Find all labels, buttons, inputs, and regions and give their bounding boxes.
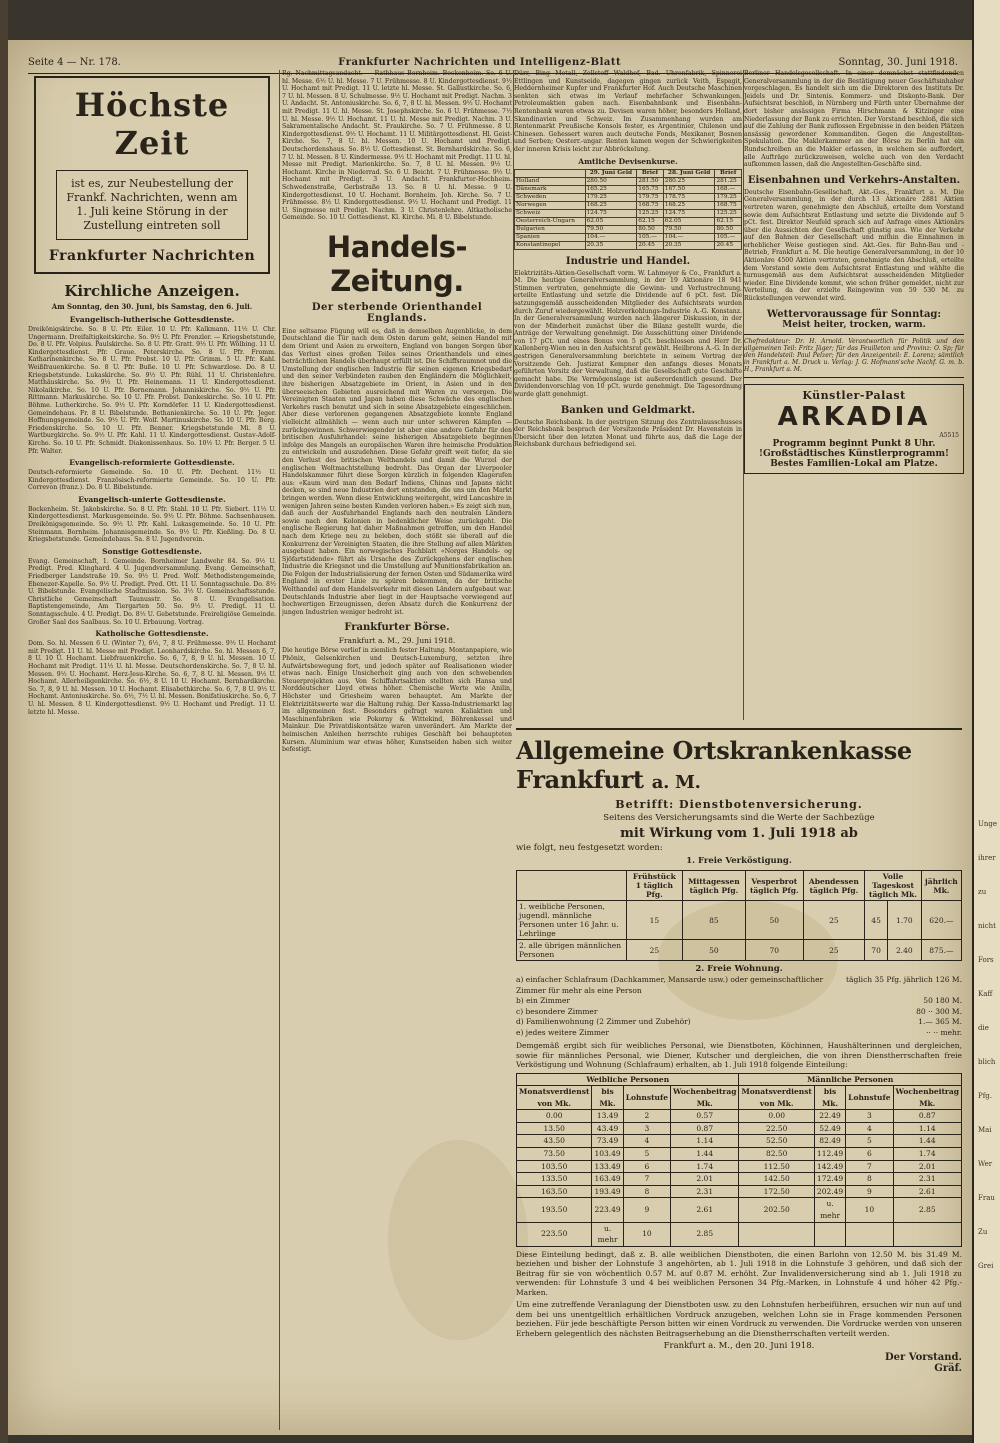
table-header: Monatsverdienst von Mk.	[517, 1086, 592, 1110]
table-cell: 80.50	[637, 225, 664, 233]
article-body: Dürr, Bing Metall, Zellstoff Waldhof, Bad. Uhrenfabrik, Spinnerei Ettlingen und Kunstseide, dagegen gingen zurück Veith, Espagit, Heddernheimer Kupfer und Frankfurter Hof. Auch Deutsche Maschinen senkten sich etwas im Verlauf mehrfacher Schwankungen. Petroleumaktien gaben nach. Eisenbahnbank und Eisenbahn-Rentenbank waren etwas zu. Devisen waren höher, besonders Holland, Skandinavien und Schweiz. Im Zusammenhang wurden am Rentenmarkt Preußische Konsols fester, es Argentinier, Chilenen und Chinesen. Gehessert waren auch deutsche Fonds, Mexikaner, Bosnen und Serben; Oesterr.-ungar. Renten kamen wegen der Schwierigkeiten der inneren Krisis leicht zur Abbröckelung.	[514, 70, 742, 153]
table-cell: u. mehr	[592, 1222, 623, 1246]
table-cell: 70	[865, 940, 888, 961]
table-row	[517, 1122, 962, 1135]
table-cell: 1. weibliche Personen, jugendl. männliche Personen unter 16 Jahr. u. Lehrlinge	[517, 901, 627, 940]
list-item-value: 80 ·· 300 M.	[916, 1006, 962, 1016]
table-cell: Dänemark	[515, 185, 586, 193]
section-heading: Evangelisch-unierte Gottesdienste.	[78, 494, 226, 504]
table-cell: 62.05	[663, 217, 715, 225]
table-cell	[846, 1222, 893, 1246]
article-body: Deutsche Reichsbank. In der gestrigen Sitzung des Zentralausschusses der Reichsbank besprach der Vorsitzende Präsident Dr. Havenstein in Übersicht über den letzten Monat und führte aus, daß die Lage der Reichsbank durchaus befriedigend sei.	[514, 418, 742, 449]
edge-fragment: Unge	[978, 820, 998, 828]
table-row	[515, 177, 742, 185]
table-cell: 167.50	[663, 185, 715, 193]
okk-announcement	[516, 728, 962, 1428]
table-cell: 62.15	[637, 217, 664, 225]
table-cell: Bulgarien	[515, 225, 586, 233]
table-cell: 103.50	[517, 1160, 592, 1173]
table-cell: 62.05	[585, 217, 637, 225]
article-body: Berliner Handelsgesellschaft. In einer demnächst stattfindenden Generalversammlung in der die Bestätigung neuer Geschäftsinhaber vorgeschlagen. Es handelt sich um die Direktoren des Instituts Dr. Jeidels und Dr. Sintenis. Kommerz- und Diskonto-Bank. Der Aufsichtsrat beschloß, in Nürnberg und Fürth unter Übernahme der dort bisher ansässigen Firma Hirschmann & Kitzinger eine Niederlassung der Bank zu errichten. Der Vorstand beschloß, die sich auf die Zahlung der Bank zuflossen Ergebnisse in den beiden Plätzen ansässig gewordener Kommanditen. Gegen die Angestellten-Spekulation. Die Maklerkammer an der Börse zu Berlin hat ein Rundschreiben an die Makler erlassen, in welchem sie auffordert, alle Aufträge zurückzuweisen, welche auch von den Verdacht aufkommen lassen, daß die Angestellten-Geschäfte sind.	[744, 70, 964, 169]
table-cell: 20.45	[637, 241, 664, 249]
table-cell: Spanien	[515, 233, 586, 241]
table-header: Frühstück 1 täglich Pfg.	[627, 871, 683, 901]
okk-signature-name: Gräf.	[934, 1363, 962, 1375]
table-cell: 6	[846, 1148, 893, 1161]
table-cell: 20.35	[585, 241, 637, 249]
table-row	[515, 185, 742, 193]
table-row	[515, 193, 742, 201]
table-cell: 15	[627, 901, 683, 940]
table-cell: 165.75	[637, 185, 664, 193]
table-cell: 13.49	[592, 1110, 623, 1123]
industrie-title: Industrie und Handel.	[565, 255, 691, 267]
table-cell: Schweden	[515, 193, 586, 201]
table-cell: 7	[623, 1173, 670, 1186]
group-header: Weibliche Personen	[517, 1073, 739, 1086]
table-cell: 1.14	[893, 1122, 962, 1135]
arkadia-name: ARKADIA	[777, 401, 931, 432]
okk-title	[516, 728, 962, 794]
table-cell: 85	[682, 901, 745, 940]
table-cell: 9	[623, 1198, 670, 1222]
table-cell: 2.31	[671, 1185, 739, 1198]
binding-edge	[0, 0, 8, 1443]
okk-betrifft: Betrifft: Dienstbotenversicherung.	[615, 798, 863, 811]
table-cell: 202.50	[739, 1198, 814, 1222]
table-row	[515, 217, 742, 225]
table-cell: 281.50	[637, 177, 664, 185]
table-cell: 80.50	[715, 225, 742, 233]
group-header: Männliche Personen	[739, 1073, 962, 1086]
wetter-value: Meist heiter, trocken, warm.	[782, 319, 926, 330]
table-cell: 45	[865, 901, 888, 940]
impressum: Chefredakteur: Dr. H. Arnold. Verantwortlich für Politik und den allgemeinen Teil: Fritz Jäger; für das Feuilleton und Provinz: O. Sp; für den Handelsteil: Paul Pelzer; für den Anzeigenteil: E. Lorenz; sämtlich in Frankfurt a. M. Druck u. Verlag: J. G. Hofmann'sche Nachf. G. m. b. H., Frankfurt a. M.	[744, 334, 964, 378]
table-cell: 2.40	[887, 940, 921, 961]
arkadia-kicker: Künstler-Palast	[802, 388, 906, 402]
scan-background	[0, 0, 1000, 42]
table-cell: 2.01	[893, 1160, 962, 1173]
table-header: Brief	[715, 169, 742, 177]
table-cell: 13.50	[517, 1122, 592, 1135]
table-cell: 2. alle übrigen männlichen Personen	[517, 940, 627, 961]
edge-fragment: Wer	[978, 1160, 993, 1168]
table-cell	[893, 1222, 962, 1246]
handelszeitung-title: Handels-Zeitung.	[326, 229, 468, 298]
edge-fragment: Zu	[978, 1228, 988, 1236]
table-cell: 5	[846, 1135, 893, 1148]
lohnstufen-table	[516, 1073, 962, 1247]
table-cell: 7	[846, 1160, 893, 1173]
list-item-label: a) einfacher Schlafraum (Dachkammer, Mansarde usw.) oder gemeinschaftlicher Zimmer für mehr als eine Person	[516, 975, 824, 995]
table-cell: 280.50	[585, 177, 637, 185]
table-cell	[739, 1222, 814, 1246]
table-cell: Oesterreich-Ungarn	[515, 217, 586, 225]
table-cell: 168.75	[637, 201, 664, 209]
edge-fragment: die	[978, 1024, 989, 1032]
table-cell: 104.—	[663, 233, 715, 241]
devisen-title: Amtliche Devisenkurse.	[578, 156, 678, 166]
ad-arkadia	[744, 384, 964, 474]
next-page-edge	[972, 0, 1000, 1443]
table-cell: 8	[846, 1173, 893, 1186]
column-rule	[279, 70, 280, 1430]
okk-line: wie folgt, neu festgesetzt worden:	[516, 843, 663, 853]
table-cell: Norwegen	[515, 201, 586, 209]
kirchliche-subtitle: Am Sonntag, den 30. Juni, bis Samstag, den 6. Juli.	[51, 302, 253, 311]
arkadia-line: Bestes Familien-Lokal am Platze.	[770, 458, 938, 469]
table-cell: 193.50	[517, 1198, 592, 1222]
table-cell: 2.61	[893, 1185, 962, 1198]
list-item	[516, 996, 962, 1007]
table-cell: 2.31	[893, 1173, 962, 1186]
table-cell: 133.50	[517, 1173, 592, 1186]
table-cell: 3	[846, 1110, 893, 1123]
table-cell: 193.49	[592, 1185, 623, 1198]
table-cell: 165.25	[585, 185, 637, 193]
table-cell: 172.49	[814, 1173, 845, 1186]
table-cell: 0.00	[517, 1110, 592, 1123]
okk-signature: Der Vorstand.	[884, 1352, 962, 1364]
table-header: Lohnstufe	[846, 1086, 893, 1110]
table-cell: 10	[623, 1222, 670, 1246]
table-cell: 163.49	[592, 1173, 623, 1186]
table-cell: 22.49	[814, 1110, 845, 1123]
table-cell: 104.—	[585, 233, 637, 241]
church-listing-continued: Rg. Nachmittagsandacht. — Rathhaus Bornheim. Bockenheim. So. 6 U. hl. Messe. 6½ U. hl. Messe. 7 U. Frühmesse. 8 U. Kindergottesdienst. 9½ U. Hochamt mit Predigt. 11 U. letzte hl. Messe. St. Gallustkirche. So. 6, 7 U. hl. Messen. 8 U. Schulmesse. 9½ U. Hochamt mit Predigt. Nachm. 3 U. Andacht. St. Antoniuskirche. So. 6, 7, 8 U. hl. Messen. 9½ U. Hochamt mit Predigt. 11 U. hl. Messe. St. Josephskirche. So. 6 U. Frühmesse. 7½ U. hl. Messe. 9½ U. Hochamt. 11 U. hl. Messe mit Predigt. Nachm. 3 U. Sakramentalische Andacht. St. Fraukirche. So. 7 U. Frühmesse. 8 U. Kindergottesdienst. 9½ U. Hochamt. 11 U. Militärgottesdienst. Hl. Geist-Kirche. So. 7, 8 U. hl. Messen. 10 U. Hochamt und Predigt. Deutschordenshaus. So. 8½ U. Gottesdienst. St. Bernhardskirche. So. 6, 7 U. hl. Messen. 8 U. Kindermesse. 9½ U. Hochamt mit Predigt. 11 U. hl. Messe mit Predigt. Marienkirche. So. 7, 8 U. hl. Messen. 9½ U. Hochamt. Kirche in Niederrad. So. 6 U. Beicht. 7 U. Frühmesse. 9½ U. Hochamt mit Predigt. 3 U. Andacht. Frankfurter-Hochheim. Schwedenstraße, Gerbstraße 13. So. 8 U. hl. Messe. 9 U. Kindergottesdienst. 10 U. Hochamt. Bornheim. Joh. Kirche. So. 7 U. Frühmesse. 8½ U. Kindergottesdienst. 9½ U. Hochamt und Predigt. 11 U. Singmesse mit Predigt. Nachm. 3 U. Christenlehre. Altkatholische Gemeinde. So. 10 U. Gottesdienst. Kl. Kirche. Mi. 8 U. Bibelstunde.	[282, 70, 512, 222]
table-header: Mittagessen täglich Pfg.	[682, 871, 745, 901]
table-cell: 168.75	[715, 201, 742, 209]
table-cell: 70	[746, 940, 803, 961]
church-listing: Bockenheim. St. Jakobskirche. So. 8 U. Pfr. Stahl. 10 U. Pfr. Siebert. 11½ U. Kindergottesdienst. Markusgemeinde. So. 9½ U. Pfr. Böhme. Sachsenhausen. Dreikönigsgemeinde. So. 9½ U. Pfr. Kahl. Lukasgemeinde. So. 10 U. Pfr. Steinmann. Bornheim. Johannisgemeinde. So. 9½ U. Pfr. Kießling. Do. 8 U. Kriegsbetstunde. Gemeindehaus. Sa. 8 U. Jugendverein.	[28, 505, 276, 544]
edge-fragment: Frau	[978, 1194, 995, 1202]
table-cell: 62.15	[715, 217, 742, 225]
table-cell: 6	[623, 1160, 670, 1173]
column-3	[514, 70, 742, 725]
boerse-dateline: Frankfurt a. M., 29. Juni 1918.	[338, 636, 456, 646]
list-item-value: ·· ·· mehr.	[926, 1027, 962, 1037]
table-cell: 1.74	[893, 1148, 962, 1161]
edge-fragment: Grei	[978, 1262, 994, 1270]
section-heading: Evangelisch-reformierte Gottesdienste.	[69, 458, 235, 468]
table-cell: 875.—	[921, 940, 961, 961]
section-heading: Sonstige Gottesdienste.	[102, 546, 202, 556]
table-cell: 2.61	[671, 1198, 739, 1222]
table-header: bis Mk.	[814, 1086, 845, 1110]
table-row	[517, 940, 962, 961]
table-cell: 82.49	[814, 1135, 845, 1148]
table-header: Lohnstufe	[623, 1086, 670, 1110]
table-header: Wochenbeitrag Mk.	[893, 1086, 962, 1110]
table-cell: 79.50	[663, 225, 715, 233]
okk-title-main: Allgemeine Ortskrankenkasse Frankfurt	[516, 736, 912, 794]
edge-fragment: Mai	[978, 1126, 992, 1134]
banken-title: Banken und Geldmarkt.	[560, 404, 696, 416]
table-row	[517, 1222, 962, 1246]
table-cell: 73.50	[517, 1148, 592, 1161]
list-item-value: 50 180 M.	[923, 996, 962, 1005]
table-cell: 163.50	[517, 1185, 592, 1198]
list-item-label: c) besondere Zimmer	[516, 1006, 598, 1016]
table-cell	[814, 1222, 845, 1246]
table-row	[517, 1135, 962, 1148]
okk-section: 1. Freie Verköstigung.	[686, 856, 792, 866]
table-cell: 0.00	[739, 1110, 814, 1123]
table-cell: Holland	[515, 177, 586, 185]
table-cell: 5	[623, 1148, 670, 1161]
table-cell: 9	[846, 1185, 893, 1198]
table-header: Wochenbeitrag Mk.	[671, 1086, 739, 1110]
table-row	[517, 1198, 962, 1222]
okk-dateline: Frankfurt a. M., den 20. Juni 1918.	[663, 1341, 815, 1352]
edge-fragment: Pfg.	[978, 1092, 993, 1100]
table-cell: 124.75	[663, 209, 715, 217]
table-header	[515, 169, 586, 177]
table-cell: 168.25	[585, 201, 637, 209]
table-cell: 43.50	[517, 1135, 592, 1148]
column-4	[744, 70, 964, 725]
table-cell: 112.50	[739, 1160, 814, 1173]
table-cell: 22.50	[739, 1122, 814, 1135]
table-cell: 4	[623, 1135, 670, 1148]
table-header	[517, 871, 627, 901]
article-body: Deutsche Eisenbahn-Gesellschaft, Akt.-Ges., Frankfurt a. M. Die Generalversammlung, in der durch 13 Aktionäre 2881 Aktien vertreten waren, genehmigte den Abschluß, erteilte dem Vorstand sowie dem Aufsichtsrat Entlastung und setzte die Dividende auf 5 pCt. fest. Direktor Neufeld sprach sich auf Anfrage eines Aktionärs über die Aussichten der Gesellschaft günstig aus. Wie der Verkehr auf den Bahnen der Gesellschaft und mithin die Einnahmen in erheblicher Weise gestiegen sind. Akt.-Ges. für Bahn-Bau und -Betrieb, Frankfurt a. M. Die heutige Generalversammlung, in der 10 Aktionäre 4500 Aktien vertraten, genehmigte den Abschluß, erteilte dem Vorstand sowie dem Aufsichtsrat Entlastung und wählte die turnusgemäß aus dem Aufsichtsrat ausscheidenden Mitglieder wieder. Eine Dividende kommt, wie schon früher gemeldet, nicht zur Verteilung, da der erzielte Reingewinn von 59 530 M. zu Rückstellungen verwendet wird.	[744, 188, 964, 303]
table-cell: 0.87	[671, 1122, 739, 1135]
section-heading: Evangelisch-lutherische Gottesdienste.	[69, 315, 235, 324]
table-cell: 2	[623, 1110, 670, 1123]
wetter-title: Wettervoraussage für Sonntag:	[766, 308, 942, 320]
edge-fragment: zu	[978, 888, 987, 896]
table-header: Vesperbrot täglich Pfg.	[746, 871, 803, 901]
okk-line: Seitens des Versicherungsamts sind die Werte der Sachbezüge	[603, 813, 875, 823]
ad-hoechste-zeit	[34, 76, 270, 274]
edge-fragment: nicht	[978, 922, 996, 930]
table-cell: 124.75	[585, 209, 637, 217]
table-cell: 25	[627, 940, 683, 961]
table-cell: 50	[746, 901, 803, 940]
table-row	[515, 225, 742, 233]
table-cell: u. mehr	[814, 1198, 845, 1222]
table-cell: 223.50	[517, 1222, 592, 1246]
table-row	[517, 1110, 962, 1123]
church-listing: Evang. Gemeinschaft, 1. Gemeinde. Bornheimer Landwehr 84. So. 9½ U. Predigt. Pred. Klinghard. 4 U. Jugendversammlung. Evang. Gemeinschaft, Friedberger Landstraße 19. So. 9½ U. Pred. Wolf. Methodistengemeinde, Ebenezer-Kapelle. So. 9½ U. Predigt. Pred. Ott. 11 U. Sonntagsschule. Do. 8½ U. Bibelstunde. Evangelische Stadtmission. So. 3½ U. Gemeinschaftsstunde. Christliche Gemeinschaft Taunusstr. So. 8 U. Evangelisation. Baptistengemeinde, Am Tiergarten 50. So. 9½ U. Predigt. 11 U. Sonntagsschule. 4 U. Predigt. Do. 8½ U. Gebetstunde. Freireligiöse Gemeinde. Großer Saal des Saalbaus. So. 10 U. Erbauung. Vortrag.	[28, 557, 276, 626]
table-header: Monatsverdienst von Mk.	[739, 1086, 814, 1110]
wohnung-list	[516, 975, 962, 1038]
list-item	[516, 975, 962, 996]
list-item-value: 1.— 365 M.	[918, 1017, 962, 1026]
table-cell: 125.25	[715, 209, 742, 217]
table-row	[517, 1173, 962, 1186]
eisenbahn-title: Eisenbahnen und Verkehrs-Anstalten.	[747, 174, 961, 186]
list-item-label: e) jedes weitere Zimmer	[516, 1027, 609, 1037]
table-cell: 142.50	[739, 1173, 814, 1186]
table-cell: 82.50	[739, 1148, 814, 1161]
table-header: Volle Tageskost täglich Mk.	[865, 871, 922, 901]
column-2	[282, 70, 512, 754]
list-item-label: b) ein Zimmer	[516, 996, 571, 1005]
table-cell: 52.50	[739, 1135, 814, 1148]
table-cell: 2.85	[671, 1222, 739, 1246]
table-cell: 1.44	[893, 1135, 962, 1148]
table-cell: 10	[846, 1198, 893, 1222]
table-cell: 178.75	[663, 193, 715, 201]
devisen-table	[514, 169, 742, 250]
table-cell: 4	[846, 1122, 893, 1135]
edge-fragment: ihrer	[978, 854, 996, 862]
table-cell: 2.01	[671, 1173, 739, 1186]
table-cell: 20.35	[663, 241, 715, 249]
list-item	[516, 1007, 962, 1018]
table-row	[517, 1160, 962, 1173]
section-heading: Katholische Gottesdienste.	[95, 629, 209, 639]
running-head-right: Sonntag, 30. Juni 1918.	[838, 57, 958, 68]
list-item	[516, 1028, 962, 1039]
table-row	[517, 1148, 962, 1161]
column-1	[28, 70, 276, 716]
table-cell: Konstantinopel	[515, 241, 586, 249]
table-cell: 133.49	[592, 1160, 623, 1173]
verkoestigung-table	[516, 870, 962, 961]
table-cell: 172.50	[739, 1185, 814, 1198]
arkadia-code: A5515	[939, 431, 959, 439]
edge-fragment: Fors	[978, 956, 994, 964]
table-cell: 73.49	[592, 1135, 623, 1148]
table-cell: 103.49	[592, 1148, 623, 1161]
ad-footer: Frankfurter Nachrichten	[48, 248, 256, 264]
okk-paragraph: Demgemäß ergibt sich für weibliches Personal, wie Dienstboten, Köchinnen, Haushälterinnen und dergleichen, sowie für männliches Personal, wie Diener, Kutscher und dergleichen, die von ihren Dienstherrschaften freie Verköstigung und Wohnung (Schlafraum) erhalten, ab 1. Juli 1918 folgende Einteilung:	[516, 1041, 962, 1069]
table-cell: 168.25	[663, 201, 715, 209]
table-header: 28. Juni Geld	[663, 169, 715, 177]
table-cell: 105.—	[715, 233, 742, 241]
table-cell: 1.14	[671, 1135, 739, 1148]
table-cell: 142.49	[814, 1160, 845, 1173]
table-cell: 1.74	[671, 1160, 739, 1173]
running-head-center: Frankfurter Nachrichten und Intelligenz-Blatt	[338, 57, 622, 68]
okk-paragraph: Diese Einteilung bedingt, daß z. B. alle weiblichen Dienstboten, die einen Barlohn von 12.50 M. bis 31.49 M. beziehen und bisher der Lohnstufe 3 angehörten, ab 1. Juli 1918 in die Lohnstufe 3 gehören, und daß sich der Beitrag für sie von wöchentlich 0.57 M. auf 0.87 M. erhöht. Zur Invalidenversicherung sind ab 1. Juli 1918 zu verwenden: für Lohnstufe 3 und 4 bei weiblichen Personen 34 Pfg.-Marken, in Lohnstufe 4 und höher 42 Pfg.-Marken.	[516, 1249, 962, 1297]
okk-paragraph: Um eine zutreffende Veranlagung der Dienstboten usw. zu den Lohnstufen herbeiführen, ersuchen wir nun auf und dem bei uns unentgeltlich erhältlichen Vordruck anzugeben, welchen Lohn sie in Frage kommenden Personen beziehen. Für jede beschäftigte Person bitten wir einen Vordruck zu verwenden. Die Vordrucke werden von unseren Erhebern gelegentlich des nächsten Beitragserhebung an die Dienstherrschaften verteilt werden.	[516, 1300, 962, 1338]
paper-stain	[388, 1140, 528, 1340]
church-listing: Dreikönigskirche. So. 8 U. Pfr. Eiler. 10 U. Pfr. Kalkmann. 11½ U. Chr. Ungermann. Dreifaltigkeitskirche. So. 9½ U. Pfr. Frenzler. — Kriegsbetstunde, Do. 8 U. Pfr. Volpius. Paulskirche. So. 8 U. Pfr. Gratt. 9½ U. Pfr. Wölbing. 11 U. Kindergottesdienst. Pfr. Graue. Peterskirche. So. 8 U. Pfr. Fromm. Katharinenkirche. So. 8 U. Pfr. Probst. 10 U. Pfr. Grimm. 5 U. Pfr. Kahl. Weißfrauenkirche. So. 8 U. Pfr. Buße. 10 U. Pfr. Schwarzlose. Do. 8 U. Kriegsbetstunde. Lukaskirche. So. 9½ U. Pfr. Rühl. 11 U. Christenlehre. Matthäuskirche. So. 9½ U. Pfr. Heinemann. 11 U. Kindergottesdienst. Nikolaikirche. So. 10 U. Pfr. Bornemann. Johanniskirche. So. 9½ U. Pfr. Rittmann. Markuskirche. So. 10 U. Pfr. Probst. Dankeskirche. So. 10 U. Pfr. Böhme. Lutherkirche. So. 9½ U. Pfr. Korndörfer. 11 U. Kindergottesdienst. Gemeindehaus. Fr. 8 U. Bibelstunde. Bethanienkirche. So. 10 U. Pfr. Jeger. Hoffnungsgemeinde. So. 9½ U. Pfr. Wolf. Martinuskirche. So. 10 U. Pfr. Berg. Friedenskirche. So. 10 U. Pfr. Benner. Kriegsbetstunde Mi. 8 U. Wartburgkirche. So. 9½ U. Pfr. Kahl. 11 U. Kindergottesdienst. Gustav-Adolf-Kirche. So. 10 U. Pfr. Schmidt. Diakonissenhaus. So. 10½ U. Pfr. Berger. 5 U. Pfr. Walter.	[28, 326, 276, 455]
list-item	[516, 1017, 962, 1028]
table-cell: 25	[803, 940, 865, 961]
table-header: jährlich Mk.	[921, 871, 961, 901]
table-cell: 0.87	[893, 1110, 962, 1123]
table-cell: 79.50	[585, 225, 637, 233]
running-head-left: Seite 4 — Nr. 178.	[28, 57, 121, 68]
list-item-value: täglich 35 Pfg. jährlich 126 M.	[845, 975, 962, 984]
table-cell: 1.70	[887, 901, 921, 940]
table-header: Brief	[637, 169, 664, 177]
table-cell: 112.49	[814, 1148, 845, 1161]
table-cell: 105.—	[637, 233, 664, 241]
table-cell: Schweiz	[515, 209, 586, 217]
article-body: Elektrizitäts-Aktien-Gesellschaft vorm. W. Lahmeyer & Co., Frankfurt a. M. Die heutige Generalversammlung, in der 19 Aktionäre 18 941 Stimmen vertraten, genehmigte die Gewinn- und Verlustrechnung, erteilte Entlastung und setzte die Dividende auf 6 pCt. fest. Die satzungsgemäß ausscheidenden Mitglieder des Aufsichtsrats wurden durch Zuruf wiedergewählt. Holzverkohlungs-Industrie A.-G. Konstanz. In der Generalversammlung wurden nach längerer Diskussion, in der von der Minderheit zunächst über die Bilanz gestellt wurde, die Anträge der Verwaltung genehmigt. Die Ausschüttung einer Dividende von 17 pCt. und eines Bonus von 5 pCt. beschlossen und Herr Dr. Kallenberg-Wien neu in den Aufsichtsrat gewählt. Heilbrons A.-G. In der gestrigen Generalversammlung berichtete in seinem Vortrag der Vorsitzende Geh. Justizrat Kempner den anfangs dieses Monats geführten Vorsitz der Verwaltung, daß die Gesellschaft gute Geschäfte gemacht habe. Die Vermögenslage ist außerordentlich gesund. Der Dividendenvorschlag von 10 pCt. wurde genehmigt. Die Tagesordnung wurde glatt genehmigt.	[514, 269, 742, 399]
table-cell: 43.49	[592, 1122, 623, 1135]
table-cell: 52.49	[814, 1122, 845, 1135]
table-cell: 281.25	[715, 177, 742, 185]
handelszeitung-subtitle: Der sterbende Orienthandel Englands.	[311, 301, 483, 324]
table-cell: 8	[623, 1185, 670, 1198]
article-body: Die heutige Börse verlief in ziemlich fester Haltung. Montanpapiere, wie Phönix, Gelsenkirchen und Deutsch-Luxemburg, setzten ihre Aufwärtsbewegung fort, und jedoch später auf Realisationen wieder etwas nach. Einige Unsicherheit ging auch von den schwebenden Steuerprojekten aus. Von Schiffahrtsaktien stellten sich Hansa und Norddeutscher Lloyd etwas höher. Chemische Werte wie Anilin, Höchster und Griesheim waren behauptet. Am Markte der Elektrizitätswerte war die Haltung ruhig. Der Kassa-Industriemarkt lag im allgemeinen fest. Besonders gefragt waren Kaliaktien und Maschinenfabriken wie Pokorny & Wittekind, Böhrenkessel und Mainkur. Die Privatdiskontsätze waren unverändert. Am Markte der heimischen Anleihen herrschte ruhiges Geschäft bei behaupteten Kursen. Aluminium war etwas höher, Kunstseiden haben sich weiter befestigt.	[282, 647, 512, 754]
table-cell: 0.57	[671, 1110, 739, 1123]
arkadia-line: Programm beginnt Punkt 8 Uhr.	[772, 438, 936, 449]
table-row	[517, 901, 962, 940]
table-cell: 1.44	[671, 1148, 739, 1161]
table-row	[517, 1185, 962, 1198]
table-cell: 202.49	[814, 1185, 845, 1198]
okk-title-am: a. M.	[651, 772, 701, 793]
table-row	[515, 209, 742, 217]
table-cell: 280.25	[663, 177, 715, 185]
newspaper-page	[8, 40, 972, 1435]
table-row	[515, 241, 742, 249]
ad-inner-text: ist es, zur Neubestellung der Frankf. Nachrichten, wenn am 1. Juli keine Störung in der Zustellung eintreten soll	[56, 170, 248, 240]
okk-wirkung: mit Wirkung vom 1. Juli 1918 ab	[620, 826, 858, 841]
table-cell: 168.—	[715, 185, 742, 193]
table-header: Abendessen täglich Pfg.	[803, 871, 865, 901]
table-cell: 223.49	[592, 1198, 623, 1222]
boerse-title: Frankfurter Börse.	[344, 622, 450, 634]
table-cell: 179.25	[585, 193, 637, 201]
table-header: bis Mk.	[592, 1086, 623, 1110]
table-cell: 179.25	[715, 193, 742, 201]
table-row	[515, 201, 742, 209]
church-listing: Deutsch-reformierte Gemeinde. So. 10 U. Pfr. Dechent. 11½ U. Kindergottesdienst. Französisch-reformierte Gemeinde. So. 10 U. Pfr. Correvon (franz.). Do. 8 U. Bibelstunde.	[28, 469, 276, 492]
edge-fragment: blich	[978, 1058, 996, 1066]
edge-fragment: Kaff	[978, 990, 993, 998]
table-cell: 620.—	[921, 901, 961, 940]
arkadia-line: !Großstädtisches Künstlerprogramm!	[759, 448, 949, 459]
article-body: Eine seltsame Fügung will es, daß in demselben Augenblicke, in dem Deutschland die Tür nach dem Osten darum geht, seinen Handel mit dem Orient und Asien zu erweitern, England von bangen Sorgen über das Verlust eines großen Teiles seines Orienthandels und eines beträchtlichen Handels überhaupt erfüllt ist. Die Schiffsraumnot und die Umstellung der englischen Industrie für seinen eigenen Kriegsbedarf und den seiner Verbündeten rauben den Engländern die Möglichkeit, ihre bisherigen Absatzgebiete im Orient, in Asien und in den überseeischen Gebieten ausreichend mit Waren zu versorgen. Die Vereinigten Staaten und Japan haben diese Schwäche des englischen Verkehrs rasch benutzt und sich in seine Absatzgebiete eingeschlichen. Aber diese verlorenen gegangenen Absatzgebiete konnte England vielleicht allmählich — wenn auch nur unter schweren Kämpfen — zurückgewinnen. Schwerwiegender ist aber eine andere Gefahr für den britischen Ausfuhrhandel: seine bisherigen Absatzgebiete beginnen infolge des Mangels an europäischen Waren ihre heimische Produktion zu entwickeln und auszudehnen. Diese Gefahr greift weit tiefer, da sie den Verlust des britischen Welthandels und damit die Wurzel der englischen Weltmachtstellung bedroht. Das Organ der Liverpooler Handelskammer führt diese Sorgen kürzlich in folgenden Klagerufen aus: «Kaum wird man den Bedarf Indiens, Chinas und Japans nicht decken, so sind neue Industrien dort entstanden, die uns um den Markt bringen werden. Wenn diese Entwicklung weitergeht, wird Lancashire in wenigen Jahren seine besten Kunden verloren haben.» Es zeigt sich nun, daß auch der Ausfuhrhandel Englands nach den neutralen Ländern sowie nach den Kolonien in bedenklicher Weise zurückgeht. Die englische Regierung hat daher Maßnahmen getroffen, um den Handel nach dem Kriege neu zu beleben, doch stößt sie überall auf die Konkurrenz der Vereinigten Staaten, die ihre Stellung auf allen Märkten ausgebaut haben. Ein norwegisches Fachblatt «Norges Handels- og Sjöfartstidende» führt als Ursache des Zurückgehens der englischen Industrie die Kriegsnot und die Umstellung auf Munitionsfabrikation an. Die Folgen der Industrialisierung der fernen Osten und Südamerika wird England in erster Linie zu spüren bekommen, da der britische Welthandel auf dem Handelsverkehr mit diesen Ländern aufgebaut war. Deutschlands Industrie aber liegt in der Hauptsache vorwiegend auf hochwertigen Erzeugnissen, deren Absatz durch die Konkurrenz der jungen Industrien weniger bedroht ist.	[282, 327, 512, 616]
okk-section: 2. Freie Wohnung.	[695, 964, 783, 974]
table-cell: 50	[682, 940, 745, 961]
ad-title: Höchste Zeit	[74, 86, 230, 162]
table-cell: 2.85	[893, 1198, 962, 1222]
table-cell: 3	[623, 1122, 670, 1135]
kirchliche-title: Kirchliche Anzeigen.	[64, 282, 240, 300]
table-cell: 125.25	[637, 209, 664, 217]
table-cell: 25	[803, 901, 865, 940]
table-cell: 20.45	[715, 241, 742, 249]
table-cell: 179.75	[637, 193, 664, 201]
table-header: 29. Juni Geld	[585, 169, 637, 177]
list-item-label: d) Familienwohnung (2 Zimmer und Zubehör)	[516, 1017, 691, 1026]
church-listing: Dom. So. hl. Messen 6 U. (Winter 7), 6½, 7, 8 U. Frühmesse. 9½ U. Hochamt mit Predigt. 11 U. hl. Messe mit Predigt. Leonhardskirche. So. hl. Messen 6, 7, 8 U. 10 U. Hochamt. Liebfrauenkirche. So. 6, 7, 8, 9 U. hl. Messen. 10 U. Hochamt mit Predigt. 11½ U. hl. Messe. Deutschordenskirche. So. 7, 8 U. hl. Messen. 9½ U. Hochamt. Herz-Jesu-Kirche. So. 6, 7, 8 U. hl. Messen. 9½ U. Hochamt. Allerheiligenkirche. So. 6½, 8 U. 10 U. Hochamt. Bernhardkirche. So. 7, 8, 9 U. hl. Messen. 10 U. Hochamt. Elisabethkirche. So. 6, 7, 8 U. 9½ U. Hochamt. Antoniuskirche. So. 6½, 7½ U. hl. Messen. Bonifatiuskirche. So. 6, 7 U. hl. Messen. 8 U. Kindergottesdienst. 9½ U. Hochamt und Predigt. 11 U. letzte hl. Messe.	[28, 640, 276, 716]
table-row	[515, 233, 742, 241]
